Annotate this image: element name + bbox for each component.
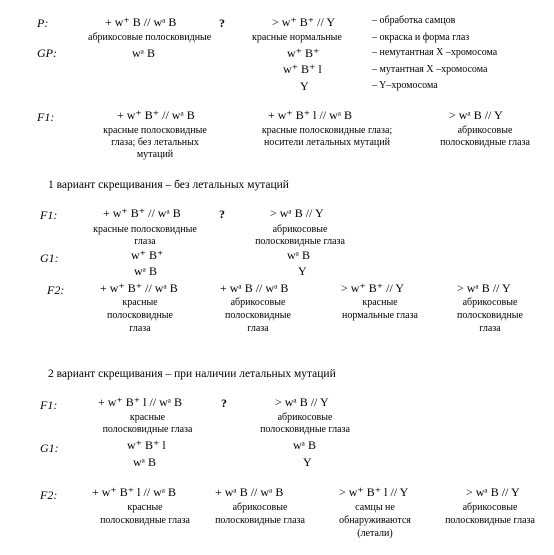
v1-f2-desc: полосковидные [457, 310, 523, 321]
v1-f2-desc: полосковидные [225, 310, 291, 321]
v1-f1-male-desc: абрикосовые [272, 224, 328, 235]
legend-item: – немутантная X –хромосома [372, 47, 498, 58]
v1-f1-label: F1: [40, 208, 58, 222]
f1-genotype: + w⁺ B⁺ l // wᵃ B [268, 108, 353, 122]
v2-g1-label: G1: [40, 441, 59, 455]
v2-f1-female: + w⁺ B⁺ l // wᵃ B [98, 395, 183, 409]
v2-f2-desc: полосковидные глаза [215, 515, 305, 526]
f1-desc-line: красные полосковидные глаза; [261, 125, 393, 136]
v1-f2-desc: глаза [129, 323, 151, 334]
cross-sign: ? [221, 396, 227, 410]
gp-male-gamete: w⁺ B⁺ [287, 46, 320, 60]
v1-f2-desc: абрикосовые [462, 297, 518, 308]
p-female-desc: абрикосовые полосковидные [88, 32, 212, 43]
f1-desc-line: мутаций [136, 149, 174, 160]
v2-f2-desc: полосковидные глаза [445, 515, 535, 526]
f1-genotype: > wᵃ B // Y [449, 108, 503, 122]
v1-f2-genotype: > wᵃ B // Y [457, 281, 511, 295]
p-male-genotype: > w⁺ B⁺ // Y [272, 15, 335, 29]
v2-g1-male: Y [303, 455, 312, 469]
v2-g1-female: wᵃ B [133, 455, 156, 469]
v1-f2-desc: красные [362, 297, 398, 308]
f1-label: F1: [37, 110, 55, 124]
v2-f2-desc: обнаруживаются [339, 515, 411, 526]
v1-f2-genotype: > w⁺ B⁺ // Y [341, 281, 404, 295]
v1-f2-desc: полосковидные [107, 310, 173, 321]
v1-f2-desc: нормальные глаза [342, 310, 418, 321]
v1-f2-desc: глаза [247, 323, 269, 334]
gp-male-gamete: w⁺ B⁺ l [283, 62, 322, 76]
f1-desc-line: полосковидные глаза [440, 137, 530, 148]
legend-item: – мутантная X –хромосома [372, 64, 488, 75]
p-male-desc: красные нормальные [252, 32, 342, 43]
v2-f2-desc: самцы не [355, 502, 395, 513]
legend-item: – обработка самцов [372, 15, 456, 26]
v1-g1-male: wᵃ B [287, 248, 310, 262]
f1-desc-line: глаза; без летальных [111, 137, 199, 148]
gp-male-gamete: Y [300, 79, 309, 93]
v1-f2-genotype: + wᵃ B // wᵃ B [220, 281, 289, 295]
v1-f2-desc: абрикосовые [230, 297, 286, 308]
gp-female-gamete: wᵃ B [132, 46, 155, 60]
v2-f2-desc: абрикосовые [232, 502, 288, 513]
v2-f2-label: F2: [40, 488, 58, 502]
v1-f2-desc: глаза [479, 323, 501, 334]
v1-f1-male-desc: полосковидные глаза [255, 236, 345, 247]
gp-label: GP: [37, 46, 57, 60]
v1-g1-female: wᵃ B [134, 264, 157, 278]
variant1-title: 1 вариант скрещивания – без летальных мутаций [48, 179, 289, 191]
v2-f1-female-desc: красные [129, 412, 166, 423]
cross-sign: ? [219, 16, 225, 30]
v2-f2-desc: полосковидные глаза [100, 515, 190, 526]
v1-f1-female: + w⁺ B⁺ // wᵃ B [103, 206, 181, 220]
v2-f2-desc: (летали) [357, 528, 393, 539]
v2-f1-male-desc: абрикосовые [277, 412, 333, 423]
variant2-title: 2 вариант скрещивания – при наличии летальных мутаций [48, 368, 336, 380]
v2-f2-genotype: + w⁺ B⁺ l // wᵃ B [92, 485, 177, 499]
cross-sign: ? [219, 207, 225, 221]
f1-desc-line: красные полосковидные [103, 125, 207, 136]
v2-f2-desc: абрикосовые [462, 502, 518, 513]
v2-g1-male: wᵃ B [293, 438, 316, 452]
v1-g1-female: w⁺ B⁺ [131, 248, 164, 262]
legend-item: – Y–хромосома [372, 80, 438, 91]
v1-f2-genotype: + w⁺ B⁺ // wᵃ B [100, 281, 178, 295]
v2-f2-desc: красные [127, 502, 163, 513]
v2-f1-male: > wᵃ B // Y [275, 395, 329, 409]
f1-desc-line: абрикосовые [457, 125, 513, 136]
v2-g1-female: w⁺ B⁺ l [127, 438, 166, 452]
v1-f1-female-desc: красные полосковидные [93, 224, 197, 235]
p-female-genotype: + w⁺ B // wᵃ B [105, 15, 177, 29]
legend-item: – окраска и форма глаз [372, 32, 470, 43]
v2-f2-genotype: > wᵃ B // Y [466, 485, 520, 499]
v1-g1-label: G1: [40, 251, 59, 265]
v1-f2-desc: красные [122, 297, 158, 308]
v1-g1-male: Y [298, 264, 307, 278]
v1-f1-female-desc: глаза [134, 236, 156, 247]
v2-f1-label: F1: [40, 398, 58, 412]
v1-f1-male: > wᵃ B // Y [270, 206, 324, 220]
f1-genotype: + w⁺ B⁺ // wᵃ B [117, 108, 195, 122]
v2-f1-female-desc: полосковидные глаза [102, 424, 193, 435]
f1-desc-line: носители летальных мутаций [264, 137, 390, 148]
p-label: P: [37, 16, 49, 30]
v2-f1-male-desc: полосковидные глаза [260, 424, 350, 435]
v2-f2-genotype: + wᵃ B // wᵃ B [215, 485, 284, 499]
v1-f2-label: F2: [47, 283, 65, 297]
v2-f2-genotype: > w⁺ B⁺ l // Y [339, 485, 409, 499]
